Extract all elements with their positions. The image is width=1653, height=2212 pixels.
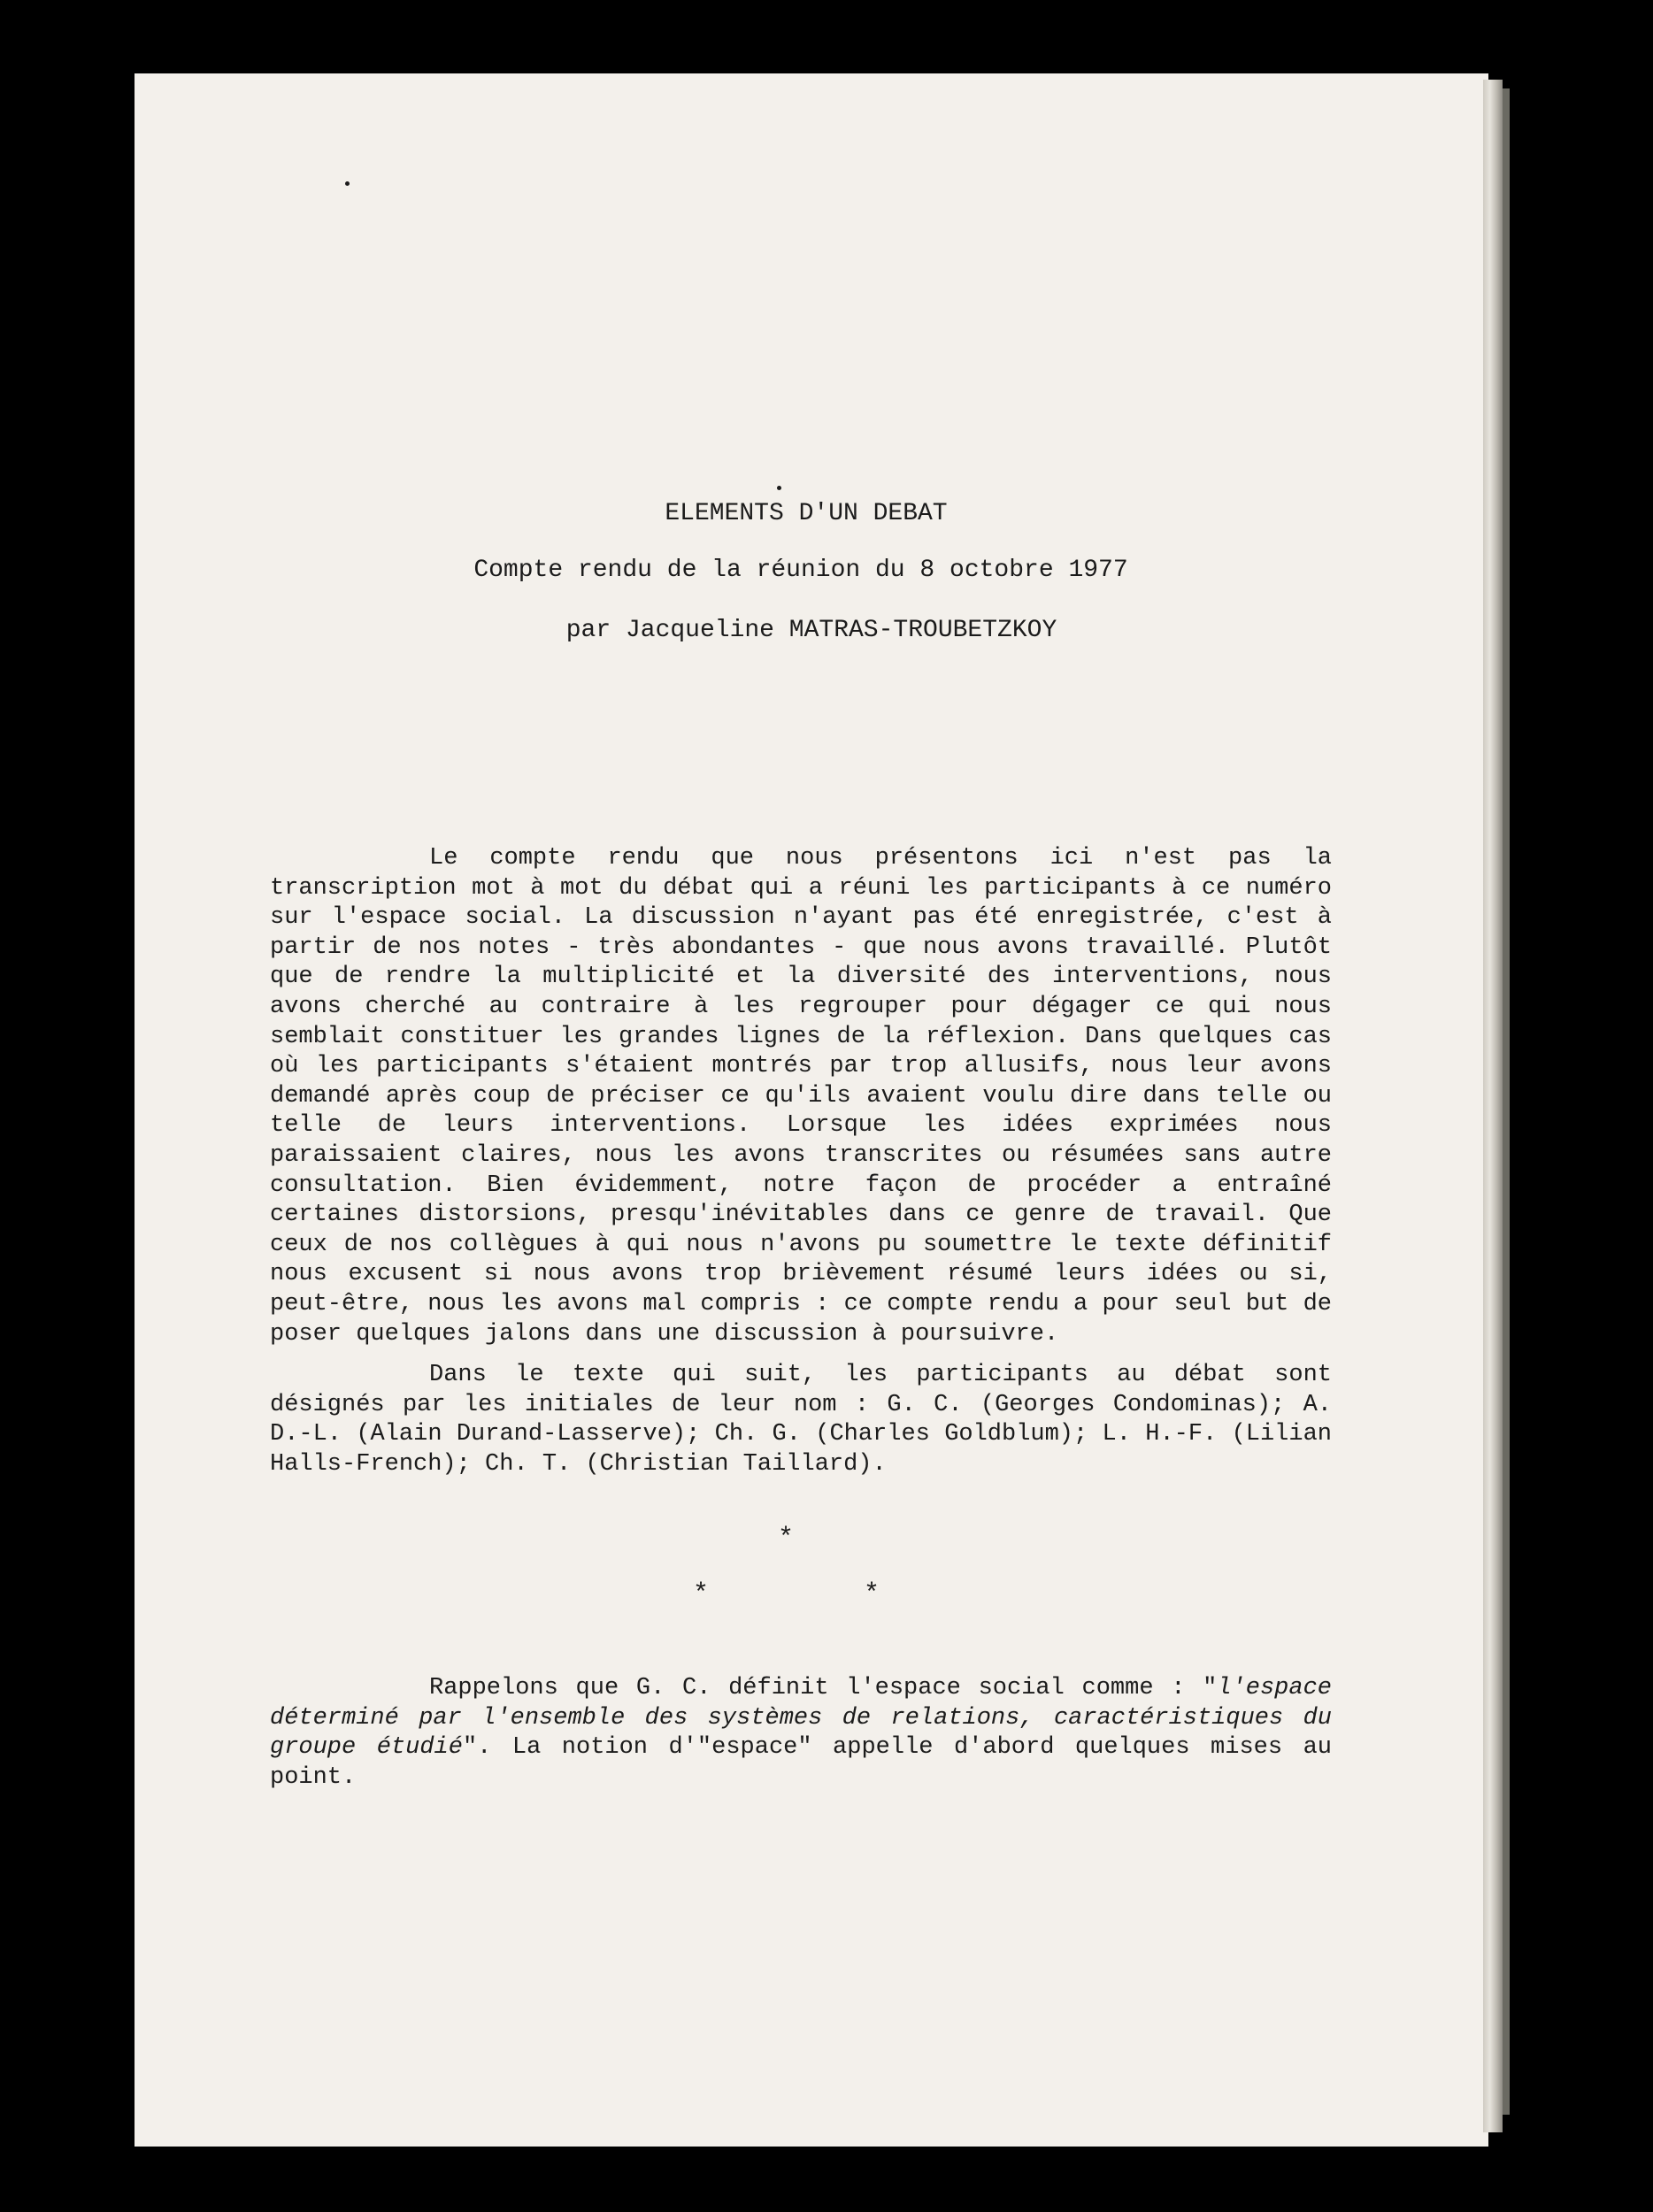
speck-mark (777, 486, 781, 490)
document-subtitle: Compte rendu de la réunion du 8 octobre 1977 (473, 557, 1128, 584)
document-author: par Jacqueline MATRAS-TROUBETZKOY (565, 617, 1057, 644)
paragraph-intro (270, 844, 1332, 1349)
speck-mark (345, 181, 350, 186)
page-edge (1483, 80, 1503, 2132)
separator-star: * (778, 1524, 795, 1554)
paragraph-intro-text: Le compte rendu que nous présentons ici n'est pas la transcription mot à mot du débat qui a réuni les participants à ce numéro sur l'espace social. La discussion n'ayant pas été enregistrée, c'est à partir de nos notes - très abondantes - que nous avons travaillé. Plutôt que de rendre la multiplicité et la diversité des interventions, nous avons cherché au contraire à les regrouper pour dégager ce qui nous semblait constituer les grandes lignes de la réflexion. Dans quelques cas où les participants s'étaient montrés par trop allusifs, nous leur avons demandé après coup de préciser ce qu'ils avaient voulu dire dans telle ou telle de leurs interventions. Lorsque les idées exprimées nous paraissaient claires, nous les avons transcrites ou résumées sans autre consultation. Bien évidemment, notre façon de procéder a entraîné certaines distorsions, presqu'inévitables dans ce genre de travail. Que ceux de nos collègues à qui nous n'avons pu soumettre le texte définitif nous excusent si nous avons trop brièvement résumé leurs idées ou si, peut-être, nous les avons mal compris : ce compte rendu a pour seul but de poser quelques jalons dans une discussion à poursuivre. (270, 845, 1332, 1348)
page-edge-shadow (1503, 88, 1510, 2115)
separator-star: * (693, 1579, 710, 1609)
paragraph-definition-end: ". La notion d'"espace" appelle d'abord quelques mises au point. (270, 1734, 1332, 1791)
document-title: ELEMENTS D'UN DEBAT (665, 500, 948, 527)
definition-quote: l'espace déterminé par l'ensemble des systèmes de relations, caractéristiques du groupe étudié (270, 1675, 1332, 1762)
paragraph-definition-start: Rappelons que G. C. définit l'espace social comme : " (429, 1675, 1218, 1701)
paragraph-participants (270, 1361, 1332, 1479)
paragraph-definition (270, 1674, 1332, 1793)
separator-star: * (864, 1579, 880, 1609)
paragraph-participants-text: Dans le texte qui suit, les participants au débat sont désignés par les initiales de leur nom : G. C. (Georges Condominas); A. D.-L. (Alain Durand-Lasserve); Ch. G. (Charles Goldblum); L. H.-F. (Lilian Halls-French); Ch. T. (Christian Taillard). (270, 1362, 1332, 1478)
